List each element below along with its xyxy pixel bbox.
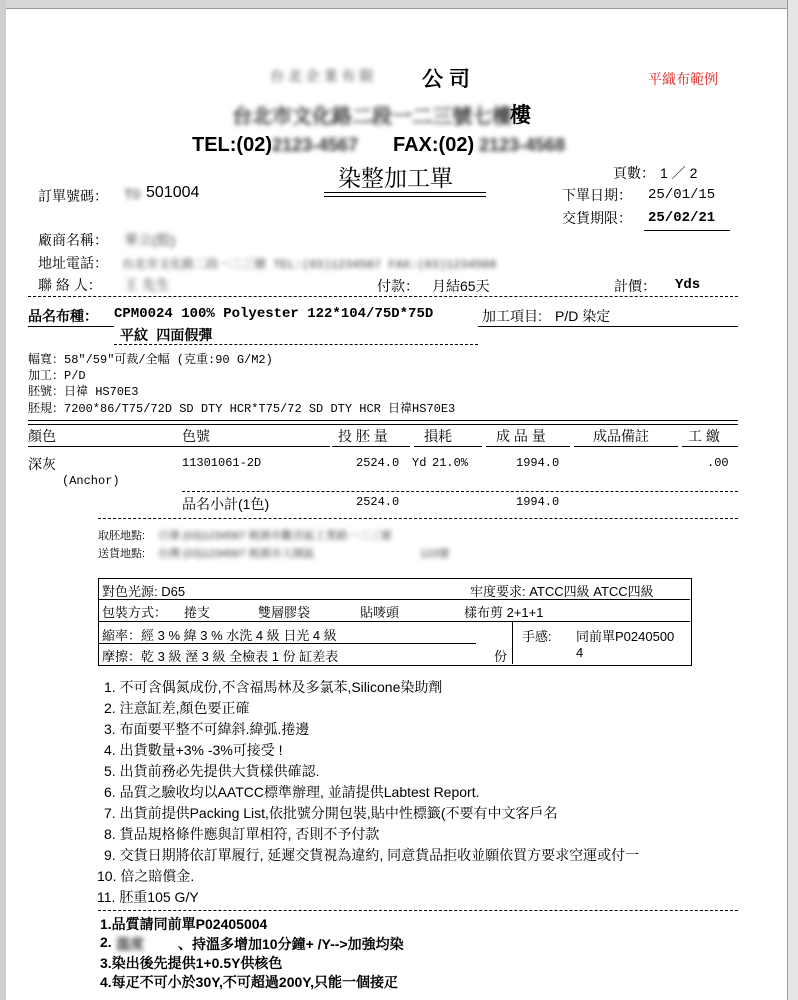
scrollbar[interactable] [787, 0, 798, 1000]
packing-value: 捲支 [184, 605, 211, 620]
grey-no-line: 胚號：日禕 HS70E3 [28, 385, 139, 399]
subtotal-label: 品名小計(1色) [182, 496, 270, 512]
row-input: 2524.0 [356, 456, 400, 470]
company-address-redacted: 台北市文化路二段一二三號七樓 [232, 106, 512, 128]
sample-cut: 樣布剪 2+1+1 [464, 605, 544, 620]
payment-label: 付款： [377, 278, 419, 294]
order-date-label: 下單日期： [562, 187, 632, 203]
company-name: 公 司 [422, 68, 470, 91]
hand-divider [512, 622, 513, 664]
col-header-output: 成 品 量 [496, 428, 546, 444]
row-unit: Yd [412, 456, 427, 470]
spec-row-rule-1 [98, 599, 690, 600]
order-no-redacted: T0 [124, 186, 141, 202]
col-header-color: 顏色 [28, 428, 56, 444]
vendor-name-label: 廠商名稱： [38, 232, 108, 248]
vendor-addr-label: 地址電話： [38, 255, 108, 271]
note-3: 3. 布面要平整不可緯斜.緯弧.捲邊 [104, 721, 310, 737]
table-top-rule [28, 420, 738, 425]
width-line: 幅寬：58"/59"可裁/全幅 (克重:90 G/M2) [28, 353, 273, 367]
note-4: 4. 出貨數量+3% -3%可接受 ! [104, 742, 283, 758]
bold-note-2-prefix: 2. [100, 934, 112, 950]
company-name-redacted: 台 北 企 業 有 限 [270, 68, 374, 84]
notes-divider [98, 910, 738, 911]
vendor-addr-redacted: 台北市文化路二段一二三號 TEL:(03)1234567 FAX:(03)1234568 [122, 258, 497, 272]
fax-label: FAX:(02) [393, 134, 475, 156]
grey-spec-line: 胚規：7200*86/T75/72D SD DTY HCR*T75/72 SD DTY HCR 日禕HS70E3 [28, 402, 456, 416]
subtotal-output: 1994.0 [516, 495, 560, 509]
delivery-underline [644, 230, 730, 231]
packing-head: 貼嘜頭 [360, 605, 400, 620]
shrink-row: 縮率：經 3 % 緯 3 % 水洗 4 級 日光 4 級 [102, 628, 337, 643]
note-5: 5. 出貨前務必先提供大貨樣供確認. [104, 763, 320, 779]
fastness-requirement: 牢度要求: ATCC四級 ATCC四級 [470, 584, 654, 599]
hdr-underline-1 [28, 446, 330, 447]
subtotal-input: 2524.0 [356, 495, 400, 509]
contact-label: 聯 絡 人： [38, 277, 102, 293]
hdr-underline-6 [682, 446, 738, 447]
packing-label: 包裝方式： [102, 605, 168, 620]
note-6: 6. 品質之驗收均以AATCC標準辦理, 並請提供Labtest Report. [104, 784, 480, 800]
window-top-bar [0, 0, 798, 9]
delivery-location-label: 送貨地點: [98, 548, 146, 560]
bold-note-3: 3.染出後先提供1+0.5Y供核色 [100, 955, 283, 971]
spec-row-rule-2 [98, 621, 690, 622]
spec-row-rule-3 [98, 643, 476, 644]
hdr-underline-4 [486, 446, 570, 447]
tel-redacted: 2123-4567 [272, 135, 359, 155]
product-underline-a [28, 326, 114, 327]
hdr-underline-2 [332, 446, 410, 447]
row-output: 1994.0 [516, 456, 560, 470]
note-2: 2. 注意缸差,顏色要正確 [104, 700, 250, 716]
vendor-divider [28, 296, 738, 297]
note-9: 9. 交貨日期將依訂單履行, 延遲交貨視為違約, 同意貨品拒收並願依買方要求空運或付一 [104, 847, 640, 863]
light-source: 對色光源: D65 [102, 584, 186, 599]
price-value: Yds [675, 277, 701, 293]
hand-value-1: 同前單P0240500 [576, 629, 675, 644]
process-underline [478, 326, 738, 327]
bold-note-2-redacted: 溫度 [116, 936, 144, 952]
hdr-underline-3 [414, 446, 482, 447]
col-header-note: 成品備註 [593, 428, 649, 444]
rub-tail: 份 [494, 649, 508, 664]
delivery-location-redacted: 台灣 (03)1234567 桃園市大園區 [158, 548, 315, 560]
product-name-value: CPM0024 100% Polyester 122*104/75D*75D [114, 306, 434, 322]
price-label: 計價： [614, 278, 656, 294]
process-line: 加工：P/D [28, 369, 86, 383]
row-loss: 21.0% [432, 456, 469, 470]
tel-label: TEL:(02) [192, 134, 272, 156]
row-fee: .00 [707, 456, 729, 470]
doc-title: 染整加工單 [338, 166, 453, 191]
title-underline [324, 192, 486, 197]
pickup-redacted: 日禕 (03)1234567 桃園市觀音區工業路一二三號 [158, 530, 392, 542]
note-1: 1. 不可含偶氮成份,不含福馬林及多氯苯,Silicone染助劑 [104, 679, 443, 695]
row-code: 11301061-2D [182, 456, 262, 470]
rub-row: 摩擦：乾 3 級 溼 3 級 全檢表 1 份 缸差表 [102, 649, 339, 664]
note-7: 7. 出貨前提供Packing List,依批號分開包裝,貼中性標籤(不要有中文客戶名 [104, 805, 558, 821]
fax-redacted: 2123-4568 [479, 135, 566, 155]
order-date: 25/01/15 [648, 187, 716, 203]
col-header-fee: 工 繳 [688, 428, 720, 444]
col-header-code: 色號 [182, 428, 210, 444]
vendor-name-redacted: 華立(股) [124, 232, 176, 248]
bold-note-2: 、持溫多增加10分鐘+ /Y-->加強均染 [178, 936, 404, 952]
product-name-sub: 平紋 四面假彈 [120, 329, 213, 345]
row-color: 深灰 [28, 456, 56, 472]
sample-note: 平織布範例 [648, 71, 718, 87]
order-no: 501004 [146, 184, 200, 201]
delivery-location-tail: 123號 [420, 548, 450, 560]
col-header-input: 投 胚 量 [338, 428, 388, 444]
hand-value-2: 4 [576, 645, 584, 660]
table-bottom-rule [98, 518, 738, 519]
col-header-loss: 損耗 [424, 428, 452, 444]
contact-redacted: 王 先生 [124, 277, 170, 293]
note-11: 11. 胚重105 G/Y [97, 889, 199, 905]
process-value: P/D 染定 [555, 308, 611, 324]
note-10: 10. 倍之賠償金. [97, 868, 195, 884]
row-color-sub: (Anchor) [62, 474, 120, 488]
packing-bag: 雙層膠袋 [258, 605, 311, 620]
product-underline-b [114, 344, 478, 345]
address-suffix: 樓 [510, 104, 531, 127]
bold-note-4: 4.每疋不可小於30Y,不可超過200Y,只能一個接疋 [100, 974, 398, 990]
bold-note-1: 1.品質請同前單P02405004 [100, 916, 268, 932]
note-8: 8. 貨品規格條件應與訂單相符, 否則不予付款 [104, 826, 380, 842]
delivery-label: 交貨期限： [562, 210, 632, 226]
payment-value: 月結65天 [432, 278, 490, 294]
pickup-label: 取胚地點: [98, 530, 146, 542]
hdr-underline-5 [574, 446, 678, 447]
delivery-date: 25/02/21 [648, 210, 716, 226]
page-value: 1 ／ 2 [660, 165, 698, 181]
process-label: 加工項目: [482, 308, 542, 324]
product-name-label: 品名布種： [28, 308, 98, 324]
page-label: 頁數： [613, 165, 655, 181]
order-no-label: 訂單號碼： [38, 188, 108, 204]
window-left-edge [0, 0, 6, 1000]
subtotal-divider [182, 491, 738, 492]
hand-label: 手感: [522, 629, 552, 644]
